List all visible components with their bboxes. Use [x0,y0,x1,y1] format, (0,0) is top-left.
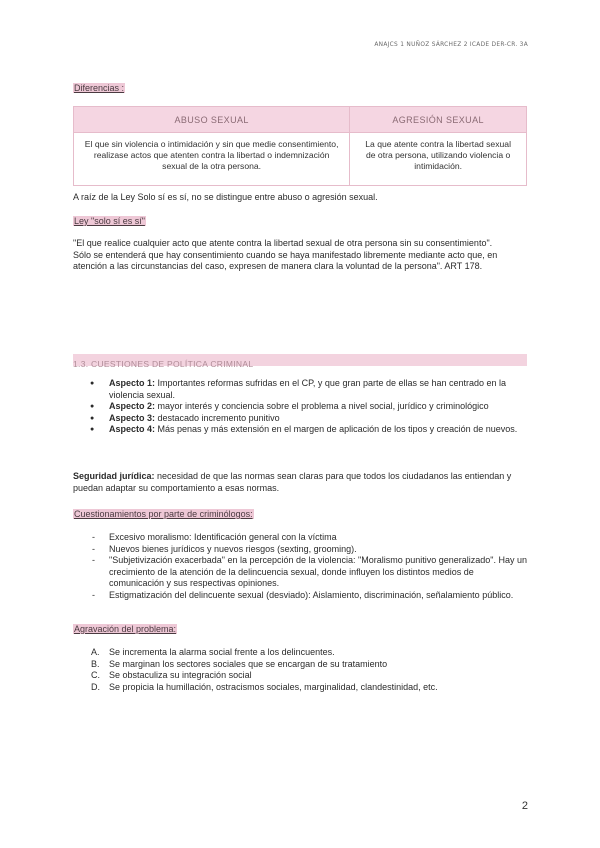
aspect-text: Más penas y más extensión en el margen de aplicación de los tipos y creación de nuevos. [155,424,518,435]
list-marker: A. [91,647,100,657]
page-header: ANAJCS 1 NUÑOZ SÁRCHEZ 2 ICADE DER-CR. 3A [374,40,528,48]
table-cell-abuso: El que sin violencia o intimidación y sin que medie consentimiento, realizase actos que atenten contra la libertad o indemnización sexual de la otra persona. [74,133,350,186]
criminologists-title: Cuestionamientos por parte de criminólogos: [74,509,253,519]
list-marker: D. [91,681,100,692]
list-item [109,413,529,425]
aspect-label: Aspecto 3: [109,412,156,423]
list-item-text: Se obstaculiza su integración social [109,670,252,681]
aspect-text: mayor interés y conciencia sobre el problema a nivel social, jurídico y criminológico [155,401,489,412]
table-header-abuso: ABUSO SEXUAL [74,107,350,133]
list-item [91,647,529,659]
aspect-label: Aspecto 4: [109,424,156,435]
law-quote [73,238,529,273]
page-number: 2 [521,800,528,812]
comparison-table [73,106,527,186]
list-marker: C. [91,670,100,681]
legal-security-paragraph [73,471,529,494]
differences-title: Diferencias : [74,83,125,93]
list-item [109,424,529,436]
aggravation-list-block [73,647,529,693]
list-item [109,378,529,401]
section-heading-band [73,354,527,369]
law-note: A raíz de la Ley Solo sí es sí, no se distingue entre abuso o agresión sexual. [73,192,378,202]
table-row [74,133,527,186]
list-item [109,401,529,413]
aspects-list [73,378,529,436]
criminologists-list [73,532,529,602]
aggravation-list [73,647,529,693]
law-quote-1: "El que realice cualquier acto que atente contra la libertad sexual de otra persona sin su consentimiento". [73,238,493,248]
list-item-text: Se marginan los sectores sociales que se encargan de su tratamiento [109,658,388,669]
list-item: - "Subjetivización exacerbada" en la percepción de la violencia: "Moralismo punitivo generalizado". Hay un crecimiento de la atención de la delincuencia sexual, donde influyen los distintos medios de comunicación y sus respectivas opiniones. [109,555,529,590]
list-item [91,670,529,682]
list-item: - Estigmatización del delincuente sexual (desviado): Aislamiento, discriminación, señalamiento público. [109,590,529,602]
aspect-label: Aspecto 2: [109,401,156,412]
list-item-text: Se propicia la humillación, ostracismos sociales, marginalidad, clandestinidad, etc. [109,681,438,692]
table-cell-agresion: La que atente contra la libertad sexual de otra persona, utilizando violencia o intimidación. [350,133,527,186]
legal-security-text: necesidad de que las normas sean claras para que todos los ciudadanos las entiendan y puedan adaptar su comportamiento a esas normas. [73,471,512,493]
list-item: - Excesivo moralismo: Identificación general con la víctima [109,532,529,544]
legal-security-label: Seguridad jurídica: [73,471,155,481]
list-item-text: Se incrementa la alarma social frente a los delincuentes. [109,647,335,657]
aspect-label: Aspecto 1: [109,378,156,388]
aspects-list-block [73,378,529,436]
section-heading: 1.3. CUESTIONES DE POLÍTICA CRIMINAL [73,359,254,369]
list-item [91,681,529,694]
list-marker: B. [91,658,100,669]
table-header-agresion: AGRESIÓN SEXUAL [350,107,527,133]
law-quote-2: Sólo se entenderá que hay consentimiento cuando se haya manifestado libremente mediante acto que, en atención a las circunstancias del caso, expresen de manera clara la voluntad de la persona". ART 178. [73,249,498,272]
list-item: - Nuevos bienes jurídicos y nuevos riesgos (sexting, grooming). [109,544,529,556]
aspect-text: Importantes reformas sufridas en el CP, y que gran parte de ellas se han centrado en la violencia sexual. [109,378,507,400]
aspect-text: destacado incremento punitivo [155,412,280,423]
criminologists-list-block [73,532,529,602]
law-title: Ley "solo sí es sí" [74,216,145,226]
list-item [91,658,529,671]
aggravation-title: Agravación del problema: [74,624,177,634]
table-header-row [74,107,527,133]
